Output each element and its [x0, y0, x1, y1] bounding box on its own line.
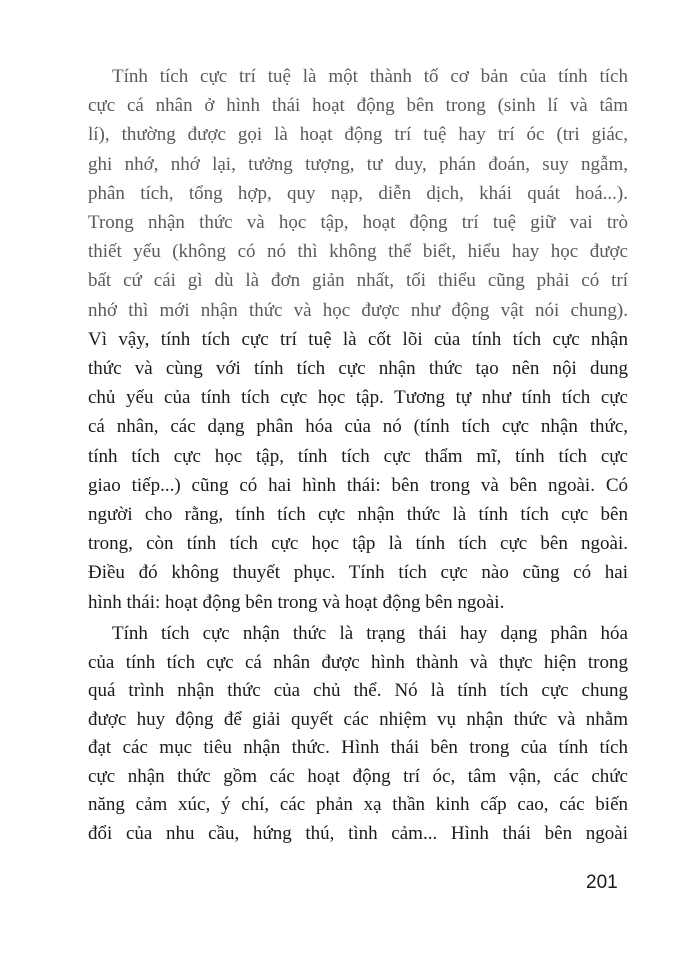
- text-line: giao tiếp...) cũng có hai hình thái: bên trong và bên ngoài. Có: [88, 474, 628, 496]
- text-line: bất cứ cái gì dù là đơn giản nhất, tối thiểu cũng phải có trí: [88, 270, 628, 292]
- text-line: cực cá nhân ở hình thái hoạt động bên trong (sinh lí và tâm: [88, 95, 628, 117]
- page-number: 201: [586, 872, 618, 893]
- text-line: thức và cùng với tính tích cực nhận thức tạo nên nội dung: [88, 358, 628, 380]
- text-line: thiết yếu (không có nó thì không thể biết, hiểu hay học được: [88, 241, 628, 263]
- paragraph-2: [88, 620, 628, 848]
- text-line: lí), thường được gọi là hoạt động trí tuệ hay trí óc (tri giác,: [88, 124, 628, 146]
- text-line: tính tích cực học tập, tính tích cực thẩm mĩ, tính tích cực: [88, 445, 628, 467]
- text-line: chủ yếu của tính tích cực học tập. Tương tự như tính tích cực: [88, 387, 628, 409]
- paragraph-1: [88, 62, 628, 617]
- text-line: phân tích, tổng hợp, quy nạp, diễn dịch, khái quát hoá...).: [88, 182, 628, 204]
- text-line: Vì vậy, tính tích cực trí tuệ là cốt lõi của tính tích cực nhận: [88, 328, 628, 350]
- text-line: Tính tích cực nhận thức là trạng thái hay dạng phân hóa: [112, 623, 628, 644]
- text-line: Trong nhận thức và học tập, hoạt động trí tuệ giữ vai trò: [88, 212, 628, 234]
- text-line: đạt các mục tiêu nhận thức. Hình thái bên trong của tính tích: [88, 737, 628, 758]
- text-line: ghi nhớ, nhớ lại, tưởng tượng, tư duy, phán đoán, suy ngẫm,: [88, 153, 628, 175]
- text-line: được huy động để giải quyết các nhiệm vụ nhận thức và nhằm: [88, 708, 628, 730]
- text-line: hình thái: hoạt động bên trong và hoạt động bên ngoài.: [88, 591, 505, 613]
- text-line: đổi của nhu cầu, hứng thú, tình cảm... Hình thái bên ngoài: [88, 822, 628, 844]
- text-line: năng cảm xúc, ý chí, các phản xạ thần kinh cấp cao, các biến: [88, 794, 628, 815]
- text-line: Điều đó không thuyết phục. Tính tích cực nào cũng có hai: [88, 562, 628, 584]
- text-line: cá nhân, các dạng phân hóa của nó (tính tích cực nhận thức,: [88, 416, 628, 438]
- text-line: cực nhận thức gồm các hoạt động trí óc, tâm vận, các chức: [88, 765, 628, 787]
- text-line: nhớ thì mới nhận thức và học được như động vật nói chung).: [88, 299, 628, 321]
- text-line: quá trình nhận thức của chủ thể. Nó là tính tích cực chung: [88, 680, 628, 701]
- text-line: người cho rằng, tính tích cực nhận thức là tính tích cực bên: [88, 504, 628, 526]
- text-line: của tính tích cực cá nhân được hình thành và thực hiện trong: [88, 651, 628, 673]
- text-line: Tính tích cực trí tuệ là một thành tố cơ bản của tính tích: [112, 66, 628, 87]
- text-line: trong, còn tính tích cực học tập là tính tích cực bên ngoài.: [88, 533, 628, 555]
